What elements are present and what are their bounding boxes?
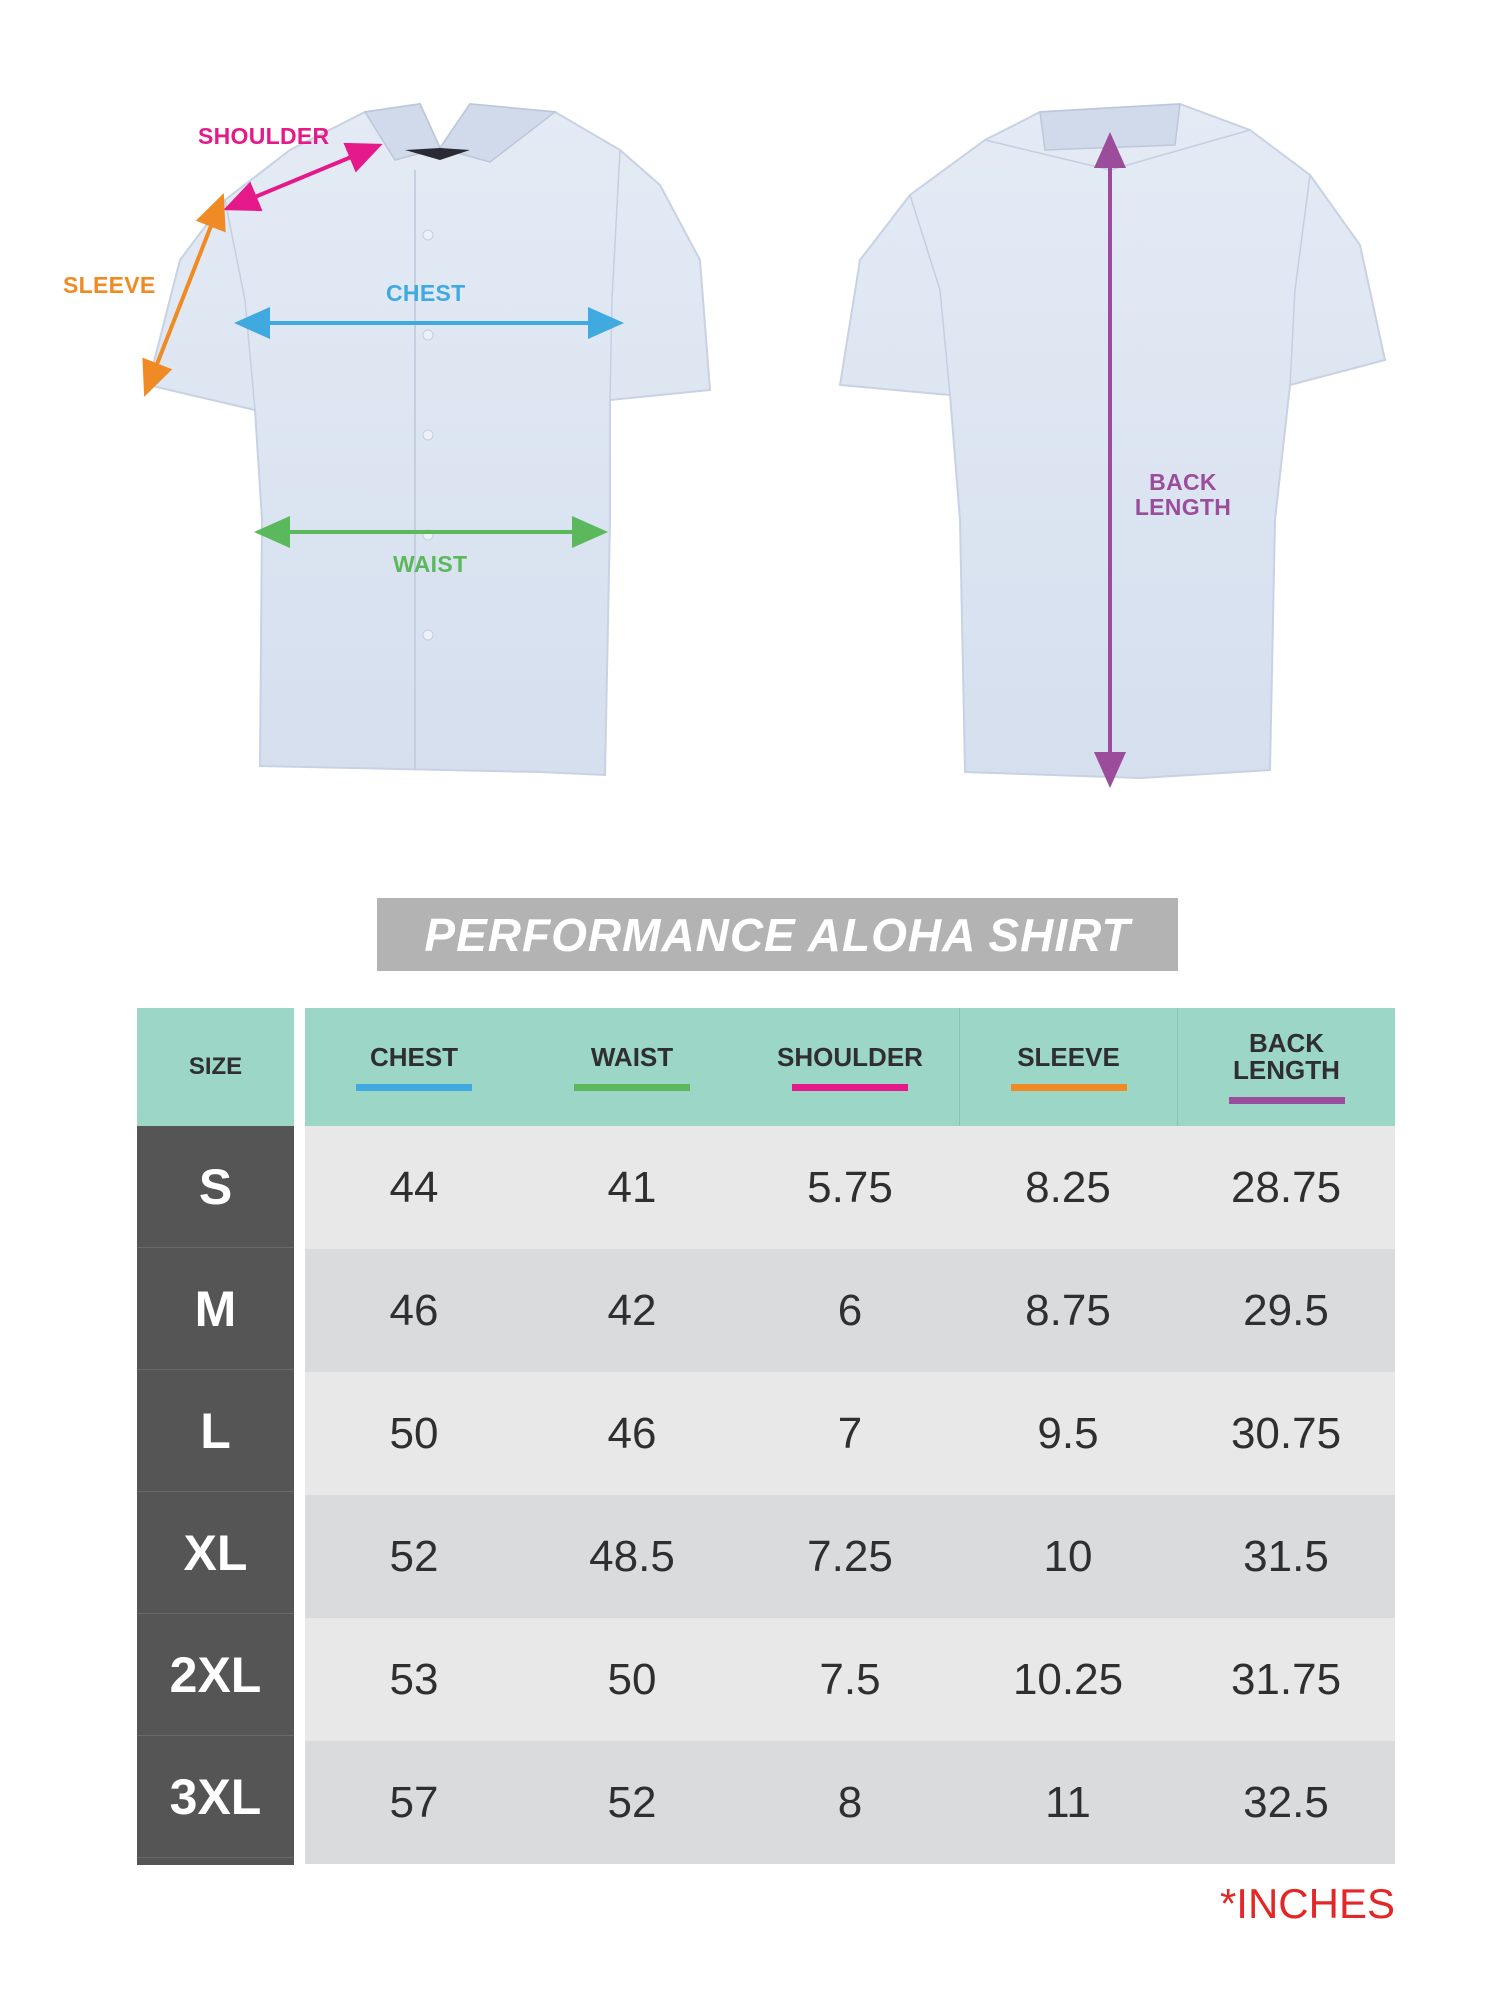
title-bar — [377, 898, 1178, 971]
table-cell: 48.5 — [589, 1531, 675, 1581]
measurement-rows — [305, 1126, 1395, 1864]
table-cell: 5.75 — [807, 1162, 893, 1212]
table-cell: 8.25 — [1025, 1162, 1111, 1212]
shoulder-label: SHOULDER — [198, 123, 330, 149]
table-cell: 7 — [837, 1408, 863, 1458]
table-cell: 10.25 — [1012, 1654, 1124, 1704]
back-shirt — [840, 104, 1385, 778]
column-header-label: SHOULDER — [777, 1041, 923, 1072]
column-header — [959, 1008, 1177, 1126]
size-label: XL — [137, 1492, 294, 1614]
table-row — [305, 1741, 1395, 1864]
table-cell: 44 — [389, 1162, 439, 1212]
table-cell: 52 — [389, 1531, 439, 1581]
table-cell: 52 — [607, 1777, 657, 1827]
size-label: M — [137, 1248, 294, 1370]
table-cell: 32.5 — [1243, 1777, 1329, 1827]
table-cell: 30.75 — [1230, 1408, 1342, 1458]
table-cell: 50 — [607, 1654, 657, 1704]
size-column-header: SIZE — [137, 1008, 294, 1126]
measurement-header-row — [305, 1008, 1395, 1126]
table-row — [305, 1495, 1395, 1618]
shirt-measurement-diagram — [0, 0, 1500, 820]
table-cell: 8.75 — [1025, 1285, 1111, 1335]
table-cell: 28.75 — [1230, 1162, 1342, 1212]
sleeve-label: SLEEVE — [63, 272, 156, 298]
table-cell: 50 — [389, 1408, 439, 1458]
table-cell: 46 — [389, 1285, 439, 1335]
units-note: *INCHES — [1219, 1880, 1395, 1927]
table-row — [305, 1372, 1395, 1495]
table-row — [305, 1618, 1395, 1741]
chest-label: CHEST — [386, 280, 466, 306]
table-cell: 42 — [607, 1285, 657, 1335]
table-cell: 7.5 — [819, 1654, 881, 1704]
page-title: PERFORMANCE ALOHA SHIRT — [424, 908, 1131, 961]
table-cell: 53 — [389, 1654, 439, 1704]
column-header-label: CHEST — [369, 1041, 459, 1072]
table-cell: 29.5 — [1243, 1285, 1329, 1335]
table-cell: 6 — [837, 1285, 863, 1335]
column-header — [741, 1008, 959, 1126]
column-header — [305, 1008, 523, 1126]
table-cell: 7.25 — [807, 1531, 893, 1581]
table-row — [305, 1126, 1395, 1249]
table-cell: 46 — [607, 1408, 657, 1458]
back-length-label-line2: LENGTH — [1134, 494, 1232, 520]
column-header — [523, 1008, 741, 1126]
size-chart-table — [137, 1008, 1395, 1865]
size-label: S — [137, 1126, 294, 1248]
table-cell: 41 — [607, 1162, 657, 1212]
column-color-underline — [356, 1084, 472, 1091]
back-length-label-line1: BACK — [1149, 469, 1217, 495]
table-row — [305, 1249, 1395, 1372]
waist-label: WAIST — [393, 551, 468, 577]
column-color-underline — [574, 1084, 690, 1091]
size-label: L — [137, 1370, 294, 1492]
column-color-underline — [1229, 1097, 1345, 1104]
front-shirt — [148, 104, 710, 775]
table-cell: 31.75 — [1230, 1654, 1342, 1704]
size-label: 3XL — [137, 1736, 294, 1858]
column-header-label: BACK LENGTH — [1233, 1028, 1340, 1085]
column-header-label: SLEEVE — [1017, 1041, 1120, 1072]
back-length-label — [1128, 470, 1238, 520]
column-color-underline — [1011, 1084, 1127, 1091]
column-color-underline — [792, 1084, 908, 1091]
table-cell: 10 — [1043, 1531, 1093, 1581]
table-cell: 11 — [1045, 1777, 1091, 1827]
column-header — [1177, 1008, 1395, 1126]
size-column — [137, 1126, 294, 1865]
column-header-label: WAIST — [590, 1041, 674, 1072]
table-cell: 57 — [389, 1777, 439, 1827]
table-cell: 31.5 — [1243, 1531, 1329, 1581]
table-cell: 8 — [837, 1777, 863, 1827]
table-cell: 9.5 — [1037, 1408, 1099, 1458]
size-label: 2XL — [137, 1614, 294, 1736]
